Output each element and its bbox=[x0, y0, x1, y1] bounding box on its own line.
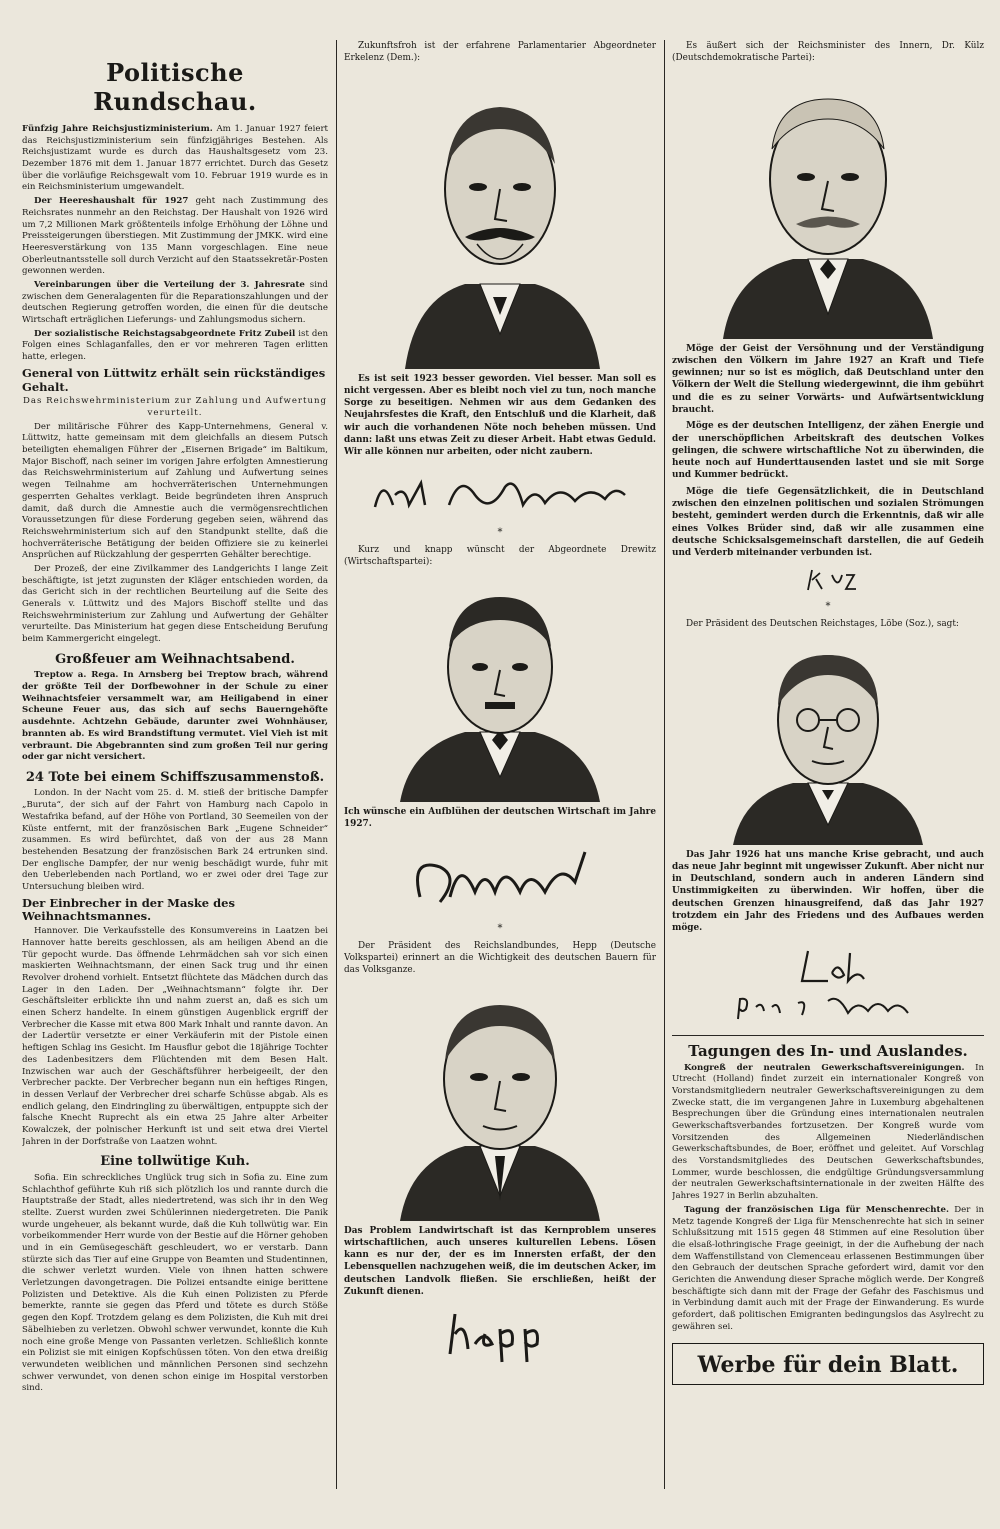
drewitz-intro: Kurz und knapp wünscht der Abgeordnete Drewitz (Wirtschaftspartei): bbox=[344, 544, 656, 567]
portrait-loebe bbox=[718, 635, 938, 845]
kuelz-quote: Möge es der deutschen Intelligenz, der zähen Energie und der unerschöpflichen Arbeitskraft des deutschen Volkes gelingen, die schwere wirtschaftliche Not zu überwinden, die heute noch auf Hunderttausenden lastet und sie mit Sorge und Kummer bedrückt. bbox=[672, 421, 984, 481]
article-lead: Vereinbarungen über die Verteilung der 3. Jahresrate bbox=[34, 279, 305, 290]
column-middle bbox=[344, 40, 656, 1509]
article-text: sind zwischen dem Generalagenten für die Reparationszahlungen und der deutschen Regierung getroffen worden, die einen für die deutsche Wirtschaft erträglichen Lieferungs- und Zahlungsmodus sichern. bbox=[22, 279, 328, 325]
headline-schiff: 24 Tote bei einem Schiffszusammenstoß. bbox=[25, 769, 325, 785]
article-gewerkschaft bbox=[672, 1063, 984, 1203]
signature-kuelz bbox=[788, 565, 868, 595]
article-zubeil bbox=[22, 329, 328, 364]
article-text: geht nach Zustimmung des Reichsrates nunmehr an den Reichstag. Der Haushalt von 1926 wird um 7,2 Millionen Mark größtenteils infolge Erhöhung der Löhne und Preissteigerungen überstiegen. Mit Zustimmung der JMKK. wird eine Heeresverstärkung von 135 Mann vorgeschlagen. Eine neue Oberleutnantsstelle soll durch Verzicht auf den Staatssekretär-Posten gewonnen werden. bbox=[22, 196, 328, 277]
portrait-kuelz bbox=[708, 69, 948, 339]
separator-star: * bbox=[497, 526, 503, 538]
promo-box: Werbe für dein Blatt. bbox=[672, 1343, 984, 1385]
article-lead: Der Heereshaushalt für 1927 bbox=[34, 196, 189, 207]
article-lead: Kongreß der neutralen Gewerkschaftsvereinigungen. bbox=[684, 1062, 965, 1073]
headline-grossfeuer: Großfeuer am Weihnachtsabend. bbox=[55, 651, 295, 667]
loebe-intro: Der Präsident des Deutschen Reichstages, Löbe (Soz.), sagt: bbox=[686, 619, 959, 630]
kuelz-intro: Es äußert sich der Reichsminister des Innern, Dr. Külz (Deutschdemokratische Partei): bbox=[672, 41, 984, 64]
column-rule bbox=[336, 40, 337, 1489]
article-text: Der in Metz tagende Kongreß der Liga für Menschenrechte hat sich in seiner Schlußsitzung mit 1515 gegen 48 Stimmen auf eine Resolution über die elsaß-lothringische Frage geeinigt, in der die Aufhebung der nach dem Waffenstillstand von Clemenceau erlassenen Bestimmungen über den Gebrauch der deutschen Sprache gefordert wird, damit vor den Gerichten die Anwendung dieser Sprache möglich werde. Der Kongreß beschäftigte sich dann mit der Frage der Gefahr des Faschismus und in Verbindung damit auch mit der Frage der Einwanderung. Es wurde gefordert, daß politischen Emigranten bedingungslos das Asylrecht zu gewähren sei. bbox=[672, 1204, 984, 1332]
column-left bbox=[22, 40, 328, 1509]
drewitz-quote: Ich wünsche ein Aufblühen der deutschen Wirtschaft im Jahre 1927. bbox=[344, 807, 656, 830]
article-lead: Der sozialistische Reichstagsabgeordnete Fritz Zubeil bbox=[34, 328, 296, 339]
headline-kuh: Eine tollwütige Kuh. bbox=[100, 1154, 250, 1170]
portrait-drewitz bbox=[385, 572, 615, 802]
article-justizministerium bbox=[22, 124, 328, 194]
article-text: Sofia. Ein schreckliches Unglück trug sich in Sofia zu. Eine zum Schlachthof geführte Kuh riß sich plötzlich los und rannte durch die Hauptstraße der Stadt, alles niedertretend, was sich ihr in den Weg stellte. Zuerst wurden zwei Schülerinnen niedergetreten. Die Panik wurde ungeheuer, als bekannt wurde, daß die Kuh tollwütig war. Ein vorbeikommender Herr wurde von der Bestie auf die Hörner gehoben und in ein Gemüsegeschäft geschleudert, wo er verstarb. Dann stürzte sich das Tier auf eine Gruppe von Beamten und Studentinnen, die schwer verletzt wurden. Viele von ihnen hatten schwere Verletzungen davongetragen. Die Polizei entsandte einige berittene Polizisten und Detektive. Als die Kuh einen Polizisten zu Pferde bemerkte, rannte sie gegen das Pferd und tötete es durch Stöße gegen den Kopf. Trotzdem gelang es dem Polizisten, die Kuh mit drei Säbelhieben zu verletzen. Obwohl schwer verwundet, konnte die Kuh noch eine große Menge von Passanten verletzen. Schließlich konnte ein Polizist sie mit einigen Kopfschüssen töten. Von den etwa dreißig verwundeten weiblichen und männlichen Personen sind sechzehn schwer verwundet, von denen schon einige im Hospital verstorben sind. bbox=[22, 1172, 328, 1394]
separator-star: * bbox=[825, 601, 831, 613]
article-text: Der militärische Führer des Kapp-Unternehmens, General v. Lüttwitz, hatte gemeinsam mit dem gleichfalls an diesem Putsch beteiligten ehemaligen Führer der „Eisernen Brigade“ im Baltikum, Major Bischoff, nach seiner im vorigen Jahre erfolgten Amnestierung das Reichswehrministerium auf Zahlung und Aufwertung seines wegen Teilnahme am hochverräterischen Unternehmungen gesperrten Gehaltes verklagt. Beide begründeten ihren Anspruch damit, daß durch die Amnestie auch die vermögensrechtlichen Voraussetzungen für diese Forderung gegeben seien, während das Reichswehrministerium sich auf den Standpunkt stellte, daß die hochverräterische Betätigung der beiden Offiziere sie zu keinerlei Ansprüchen auf Rückzahlung der gesperrten Gehälter berechtige. bbox=[22, 421, 328, 561]
article-vereinbarungen bbox=[22, 280, 328, 327]
hepp-intro: Der Präsident des Reichslandbundes, Hepp (Deutsche Volkspartei) erinnert an die Wichtigkeit des deutschen Bauern für das Volksganze. bbox=[344, 940, 656, 976]
article-text: London. In der Nacht vom 25. d. M. stieß der britische Dampfer „Buruta“, der sich auf der Fahrt von Hamburg nach Capolo in Westafrika befand, auf der Höhe von Portland, 30 Seemeilen von der Küste entfernt, mit der französischen Bark „Eugene Schneider“ zusammen. Es wird befürchtet, daß von der aus 28 Mann bestehenden Besatzung der französischen Bark 24 ertrunken sind. Der englische Dampfer, der nur wenig beschädigt wurde, fuhr mit den Ueberlebenden nach Portland, wo er zwei oder drei Tage zur Untersuchung bleiben wird. bbox=[22, 788, 328, 892]
article-text: In Utrecht (Holland) findet zurzeit ein internationaler Kongreß von Vorstandsmitgliedern neutraler Gewerkschaftsvereinigungen zu dem Zwecke statt, die im vergangenen Jahre in Luxemburg abgehaltenen Besprechungen über die Gründung eines internationalen neutralen Gewerkschaftsverbandes fortzusetzen. Der Kongreß wurde vom Vorsitzenden des Allgemeinen Niederländischen Gewerkschaftsbundes, de Boer, eröffnet und geleitet. Auf Vorschlag des Vorstandsmitgliedes des Deutschen Gewerkschaftsbundes, Lommer, wurde beschlossen, die endgültige Gründungsversammlung der neutralen Gewerkschaftsinternationale in der zweiten Hälfte des Jahres 1927 in Berlin abzuhalten. bbox=[672, 1062, 984, 1202]
divider bbox=[672, 1035, 984, 1036]
separator-star: * bbox=[497, 922, 503, 934]
headline-tagungen: Tagungen des In- und Auslandes. bbox=[688, 1041, 968, 1060]
signature-loebe bbox=[698, 941, 958, 1029]
kuelz-quote: Möge der Geist der Versöhnung und der Verständigung zwischen den Völkern im Jahre 1927 an Kraft und Tiefe gewinnen; nur so ist es möglich, daß Deutschland unter den Völkern der Welt die Stellung wiedergewinnt, die ihm gebührt und die es zu seiner Vorwärts- und Aufwärtsentwicklung braucht. bbox=[672, 343, 984, 415]
portrait-erkelenz bbox=[385, 69, 615, 369]
article-lead: Tagung der französischen Liga für Menschenrechte. bbox=[684, 1204, 949, 1215]
signature-drewitz bbox=[400, 837, 600, 917]
hepp-quote: Das Problem Landwirtschaft ist das Kernproblem unseres wirtschaftlichen, auch unseres kulturellen Lebens. Lösen kann es nur der, der es im Innersten erfaßt, der den Lebensquellen nachzugehen weiß, die im deutschen Acker, im deutschen Landvolk fließen. Sie erschließen, heißt der Zukunft dienen. bbox=[344, 1225, 656, 1297]
headline-luettwitz: General von Lüttwitz erhält sein rückständiges Gehalt. bbox=[22, 365, 326, 394]
erkelenz-quote: Es ist seit 1923 besser geworden. Viel besser. Man soll es nicht vergessen. Aber es bleibt noch viel zu tun, noch manche Sorge zu beseitigen. Nehmen wir aus dem Gedanken des Neujahrsfestes die Kraft, den Entschluß und die Klarheit, daß wir auch die vorhandenen Nöte noch beheben müssen. Und dann: laßt uns etwas Zeit zu dieser Arbeit. Habt etwas Geduld. Wir alle können nur arbeiten, oder nicht zaubern. bbox=[344, 373, 656, 458]
column-rule bbox=[664, 40, 665, 1489]
subheadline-luettwitz: Das Reichswehrministerium zur Zahlung und Aufwertung verurteilt. bbox=[22, 396, 328, 419]
kuelz-quote: Möge die tiefe Gegensätzlichkeit, die in Deutschland zwischen den einzelnen politischen und sozialen Strömungen besteht, gemindert werden durch die Erkenntnis, daß wir alle eines Volkes Brüder sind, daß wir alle zusammen eine deutsche Schicksalsgemeinschaft darstellen, die auf Gedeih und Verderb miteinander verbunden ist. bbox=[672, 486, 984, 559]
signature-hepp bbox=[420, 1304, 580, 1364]
article-text: Der Prozeß, der eine Zivilkammer des Landgerichts I lange Zeit beschäftigte, ist jetzt zugunsten der Kläger entschieden worden, da das Gericht sich in der rechtlichen Beurteilung auf die Seite des Generals v. Lüttwitz und des Majors Bischoff stellte und das Reichswehrministerium zur Zahlung und Aufwertung der Gehälter verurteilte. Das Ministerium hat gegen diese Entscheidung Berufung beim Kammergericht eingelegt. bbox=[22, 563, 328, 645]
article-heereshaushalt bbox=[22, 196, 328, 278]
signature-erkelenz bbox=[365, 465, 635, 521]
article-text: Am 1. Januar 1927 feiert das Reichsjustizministerium sein fünfzigjähriges Bestehen. Als Reichsjustizamt wurde es durch das Haushaltsgesetz vom 23. Dezember 1876 mit dem 1. Januar 1877 errichtet. Durch das Gesetz über die vorläufige Reichsgewalt vom 10. Februar 1919 wurde es in ein Reichsministerium umgewandelt. bbox=[22, 124, 328, 193]
headline-einbrecher: Der Einbrecher in der Maske des Weihnachtsmannes. bbox=[22, 895, 235, 924]
article-liga bbox=[672, 1205, 984, 1334]
loebe-quote: Das Jahr 1926 hat uns manche Krise gebracht, und auch das neue Jahr beginnt mit ungewisser Zukunft. Aber nicht nur in Deutschland, sondern auch in anderen Ländern sind Unstimmigkeiten zu überwinden. Wir hoffen, über die deutschen Grenzen hinausgreifend, daß das Jahr 1927 trotzdem ein Jahr des Friedens und des Aufbaues werden möge. bbox=[672, 849, 984, 934]
article-text: Hannover. Die Verkaufsstelle des Konsumvereins in Laatzen bei Hannover hatte bereits geschlossen, als am heiligen Abend an die Tür gepocht wurde. Das öffnende Lehrmädchen sah vor sich einen maskierten Weihnachtsmann, der einen Sack trug und ihr einen Revolver drohend vorhielt. Entsetzt flüchtete das Mädchen durch das Lager in den Laden. Der „Weihnachtsmann“ folgte ihr. Der Geschäftsleiter erblickte ihn und nahm zuerst an, daß es sich um einen Scherz handelte. In einem günstigen Augenblick ergriff der Verbrecher die Kasse mit etwa 800 Mark Inhalt und rannte davon. An der Ladertür versetzte er einer Verkäuferin mit der Pistole einen heftigen Schlag ins Gesicht. Im Hausflur gebot die 18jährige Tochter des Ladenbesitzers dem Flüchtenden mit dem Besen Halt. Inzwischen war auch der Geschäftsführer herbeigeeilt, der den Verbrecher packte. Der Verbrecher begann nun ein heftiges Ringen, in dessen Verlauf der Verbrecher drei scharfe Schüsse abgab. Als es endlich gelang, den Eindringling zu überwältigen, entpuppte sich der falsche Knecht Ruprecht als ein etwa 25 Jahre alter Arbeiter Kowalczek, der polnischer Herkunft ist und seit etwa drei Viertel Jahren in der Dorfstraße von Laatzen wohnt. bbox=[22, 926, 328, 1147]
article-text: ist den Folgen eines Schlaganfalles, den er vor mehreren Tagen erlitten hatte, erlegen. bbox=[22, 328, 328, 363]
portrait-hepp bbox=[385, 981, 615, 1221]
section-masthead: Politische Rundschau. bbox=[93, 58, 257, 116]
erkelenz-intro: Zukunftsfroh ist der erfahrene Parlamentarier Abgeordneter Erkelenz (Dem.): bbox=[344, 41, 656, 64]
column-right bbox=[672, 40, 984, 1509]
article-lead: Fünfzig Jahre Reichsjustizministerium. bbox=[22, 124, 213, 134]
article-text: Treptow a. Rega. In Arnsberg bei Treptow brach, während der größte Teil der Dorfbewohner in der Schule zu einer Weihnachtsfeier versammelt war, am Heiligabend in einer Scheune Feuer aus, das sich auf sechs Bauerngehöfte ausdehnte. Achtzehn Gebäude, darunter zwei Wohnhäuser, brannten ab. Es wird Brandstiftung vermutet. Viel Vieh ist mit verbraunt. Die Abgebrannten sind zum großen Teil nur gering oder gar nicht versichert. bbox=[22, 670, 328, 763]
